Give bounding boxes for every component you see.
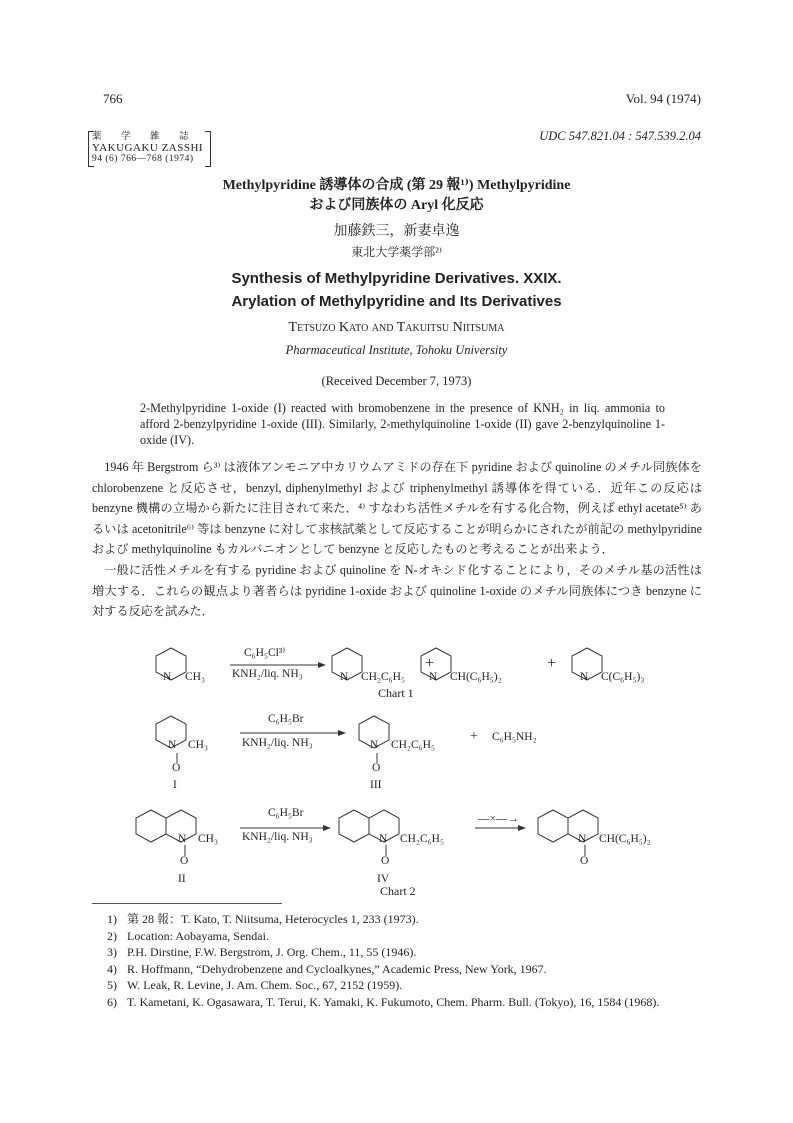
quinoline-benzo-ring-IV xyxy=(339,810,369,842)
body-paragraph-2: 一般に活性メチルを有する pyridine および quinoline を N-オキシド化することにより，そのメチル基の活性は増大する．これらの観点より著者らは pyridine 1-oxide および quinoline 1-oxide のメチル同族体につき benzyne に対する反応を試みた． xyxy=(92,562,702,619)
journal-citation: 94 (6) 766—768 (1974) xyxy=(92,154,194,164)
quinoline-benzo-ring-II xyxy=(136,810,166,842)
authors-en: Tetsuzo Kato and Takuitsu Niitsuma xyxy=(288,320,505,335)
c2-II-oxygen: O xyxy=(180,855,189,867)
reference-item: 1) 第 28 報：T. Kato, T. Niitsuma, Heterocycles 1, 233 (1973). xyxy=(107,912,419,926)
c2-IV-oxygen: O xyxy=(381,855,390,867)
title-ja-line1: Methylpyridine 誘導体の合成 (第 29 報¹⁾) Methylpyridine xyxy=(222,178,571,193)
c2-I-oxygen: O xyxy=(172,762,181,774)
affiliation-ja: 東北大学薬学部²⁾ xyxy=(351,245,442,259)
abstract: 2-Methylpyridine 1-oxide (I) reacted with bromobenzene in the presence of KNH₂ in liq. ammonia to afford 2-benzylpyridine 1-oxide (III). Similarly, 2-methylquinoline 1-oxide (II) gave 2-benzylquinoline 1-oxide (IV). xyxy=(140,401,665,447)
c2-row2-reagent-bottom: KNH₂/liq. NH₃ xyxy=(242,831,313,843)
label-II: II xyxy=(178,873,186,885)
label-III: III xyxy=(370,779,382,791)
c2-row2-reagent-top: C₆H₅Br xyxy=(268,807,304,819)
c2-final-sub: CH(C₆H₅)₂ xyxy=(599,833,651,845)
journal-name: YAKUGAKU ZASSHI xyxy=(92,142,204,154)
reference-item: 6) T. Kametani, K. Ogasawara, T. Terui, K. Yamaki, K. Fukumoto, Chem. Pharm. Bull. (Tokyo), 16, 1584 (1968). xyxy=(107,994,660,1009)
c1-start-sub: CH₃ xyxy=(185,671,205,683)
quinoline-benzo-ring-final xyxy=(538,810,568,842)
c1-p1-n: N xyxy=(340,671,349,683)
c1-start-n: N xyxy=(163,671,172,683)
c1-p2-sub: CH(C₆H₅)₂ xyxy=(450,671,502,683)
c2-row1-reagent-top: C₆H₅Br xyxy=(268,713,304,725)
reference-item: 4) R. Hoffmann, “Dehydrobenzene and Cycloalkynes,” Academic Press, New York, 1967. xyxy=(107,961,547,976)
c2-III-sub: CH₂C₆H₅ xyxy=(391,739,435,751)
volume-info: Vol. 94 (1974) xyxy=(625,91,701,106)
c1-p3-n: N xyxy=(580,671,589,683)
c1-reagent-bottom: KNH₂/liq. NH₃ xyxy=(232,668,303,680)
affiliation-en: Pharmaceutical Institute, Tohoku University xyxy=(285,343,508,357)
c2-I-sub: CH₃ xyxy=(188,739,208,751)
c1-p2-n: N xyxy=(429,671,438,683)
page-number: 766 xyxy=(103,91,123,106)
chart2-label: Chart 2 xyxy=(380,884,416,898)
c1-plus-1: + xyxy=(425,655,435,672)
c2-row1-reagent-bottom: KNH₂/liq. NH₃ xyxy=(242,737,313,749)
references-list xyxy=(107,911,707,1010)
c2-IV-n: N xyxy=(379,833,388,845)
chart1-label: Chart 1 xyxy=(378,686,414,700)
title-en-line1: Synthesis of Methylpyridine Derivatives. XXIX. xyxy=(231,270,562,287)
c2-plus: + xyxy=(470,729,478,744)
reference-item: 3) P.H. Dirstine, F.W. Bergstrom, J. Org. Chem., 11, 55 (1946). xyxy=(107,945,417,959)
c1-p1-sub: CH₂C₆H₅ xyxy=(361,671,405,683)
c2-I-n: N xyxy=(168,739,177,751)
received-date: (Received December 7, 1973) xyxy=(321,374,472,388)
journal-kanji: 薬 学 雑 誌 xyxy=(92,132,194,142)
authors-ja: 加藤鉄三，新妻卓逸 xyxy=(333,224,460,239)
blocked-arrow-label: —×—→ xyxy=(478,813,519,825)
c1-plus-2: + xyxy=(547,655,557,672)
c2-III-oxygen: O xyxy=(372,762,381,774)
c2-byproduct: C₆H₅NH₂ xyxy=(492,731,537,743)
title-ja-line2: および同族体の Aryl 化反応 xyxy=(309,198,484,213)
body-paragraph-1: 1946 年 Bergstrom ら³⁾ は液体アンモニア中カリウムアミドの存在下 pyridine および quinoline のメチル同族体を chlorobenzene と反応させ，benzyl, diphenylmethyl および triphenylmethyl 誘導体を得ている．近年この反応は benzyne 機構の立場から新たに注目されて来た．⁴⁾ すなわち活性メチルを有する化合物，例えば ethyl acetate⁵⁾ あるいは acetonitrile⁶⁾ 等は benzyne に対して求核試薬として反応することが明らかにされたが前記の methylpyridine および methylquinoline もカルバニオンとして benzyne と反応したものと考えることが出来よう． xyxy=(92,460,702,557)
c2-final-oxygen: O xyxy=(580,855,589,867)
footnote-divider xyxy=(92,903,282,904)
label-IV: IV xyxy=(377,873,390,885)
label-I: I xyxy=(173,779,177,791)
udc-code: UDC 547.821.04 : 547.539.2.04 xyxy=(539,129,701,143)
c2-final-n: N xyxy=(578,833,587,845)
reference-item: 5) W. Leak, R. Levine, J. Am. Chem. Soc., 67, 2152 (1959). xyxy=(107,978,403,992)
c1-p3-sub: C(C₆H₅)₃ xyxy=(601,671,645,683)
reference-item: 2) Location: Aobayama, Sendai. xyxy=(107,928,269,943)
c2-II-sub: CH₃ xyxy=(198,833,218,845)
c2-III-n: N xyxy=(370,739,379,751)
c1-reagent-top: C₆H₅Cl³⁾ xyxy=(244,647,286,659)
c2-IV-sub: CH₂C₆H₅ xyxy=(400,833,444,845)
title-en-line2: Arylation of Methylpyridine and Its Derivatives xyxy=(231,293,562,310)
c2-II-n: N xyxy=(178,833,187,845)
